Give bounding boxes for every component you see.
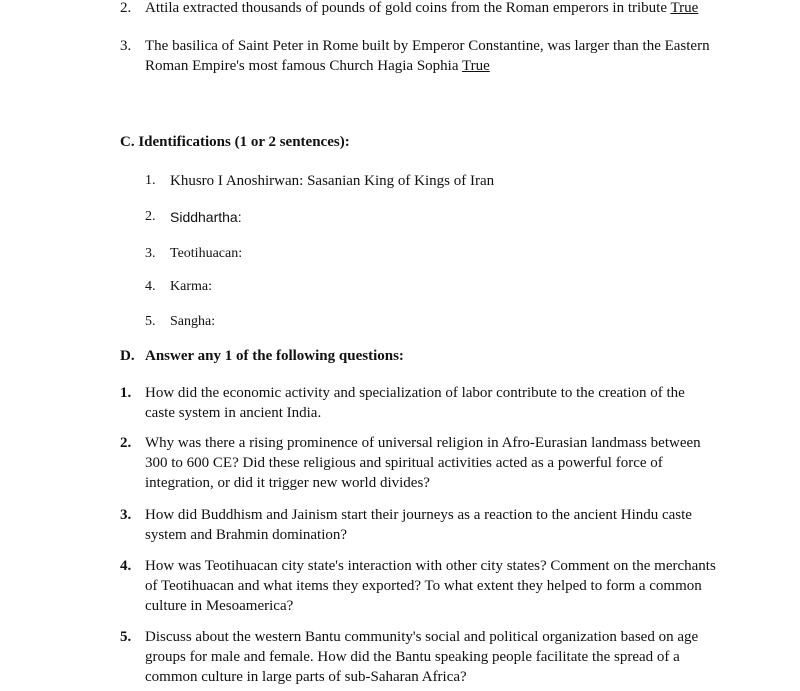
question-number: 3. — [120, 507, 132, 523]
tf-item-text: Attila extracted thousands of pounds of gold coins from the Roman emperors in tribute True — [145, 0, 699, 16]
tf-item-number: 3. — [120, 38, 132, 54]
tf-answer: True — [461, 58, 490, 74]
question-number: 4. — [120, 558, 132, 574]
question-number: 2. — [120, 435, 132, 451]
identification-number: 4. — [145, 279, 156, 294]
question-number: 5. — [120, 629, 132, 645]
section-c-heading: C. Identifications (1 or 2 sentences): — [120, 134, 350, 150]
identification-text: Karma: — [170, 279, 212, 294]
identification-number: 2. — [145, 209, 156, 224]
section-d-title: Answer any 1 of the following questions: — [145, 348, 404, 364]
tf-answer: True — [670, 0, 699, 16]
question-number: 1. — [120, 385, 132, 401]
question-text: How did the economic activity and specialization of labor contribute to the creation of the caste system in ancient India. — [145, 385, 685, 421]
identification-number: 1. — [145, 173, 156, 188]
tf-item-text: The basilica of Saint Peter in Rome built by Emperor Constantine, was larger than the Eastern Roman Empire's most famous Church Hagia Sophia True — [145, 38, 710, 74]
identification-text: Teotihuacan: — [170, 246, 243, 261]
identification-number: 3. — [145, 246, 156, 261]
question-text: Why was there a rising prominence of universal religion in Afro-Eurasian landmass between 300 to 600 CE? Did these religious and spiritual activities acted as a powerful force of integration, or did it trigger new world divides? — [145, 435, 701, 491]
identification-text: Sangha: — [170, 314, 216, 329]
identification-text: Khusro I Anoshirwan: Sasanian King of Kings of Iran — [170, 173, 495, 189]
identification-number: 5. — [145, 314, 156, 329]
question-text: Discuss about the western Bantu community's social and political organization based on age groups for male and female. How did the Bantu speaking people facilitate the spread of a common culture in large parts of sub-Saharan Africa? — [145, 629, 699, 685]
question-text: How was Teotihuacan city state's interaction with other city states? Comment on the merchants of Teotihuacan and what items they exported? To what extent they helped to form a common culture in Mesoamerica? — [145, 558, 716, 614]
identification-text: Siddhartha: — [170, 209, 242, 225]
question-text: How did Buddhism and Jainism start their journeys as a reaction to the ancient Hindu caste system and Brahmin domination? — [145, 507, 692, 543]
section-d-number: D. — [120, 348, 135, 364]
tf-item-number: 2. — [120, 0, 132, 16]
